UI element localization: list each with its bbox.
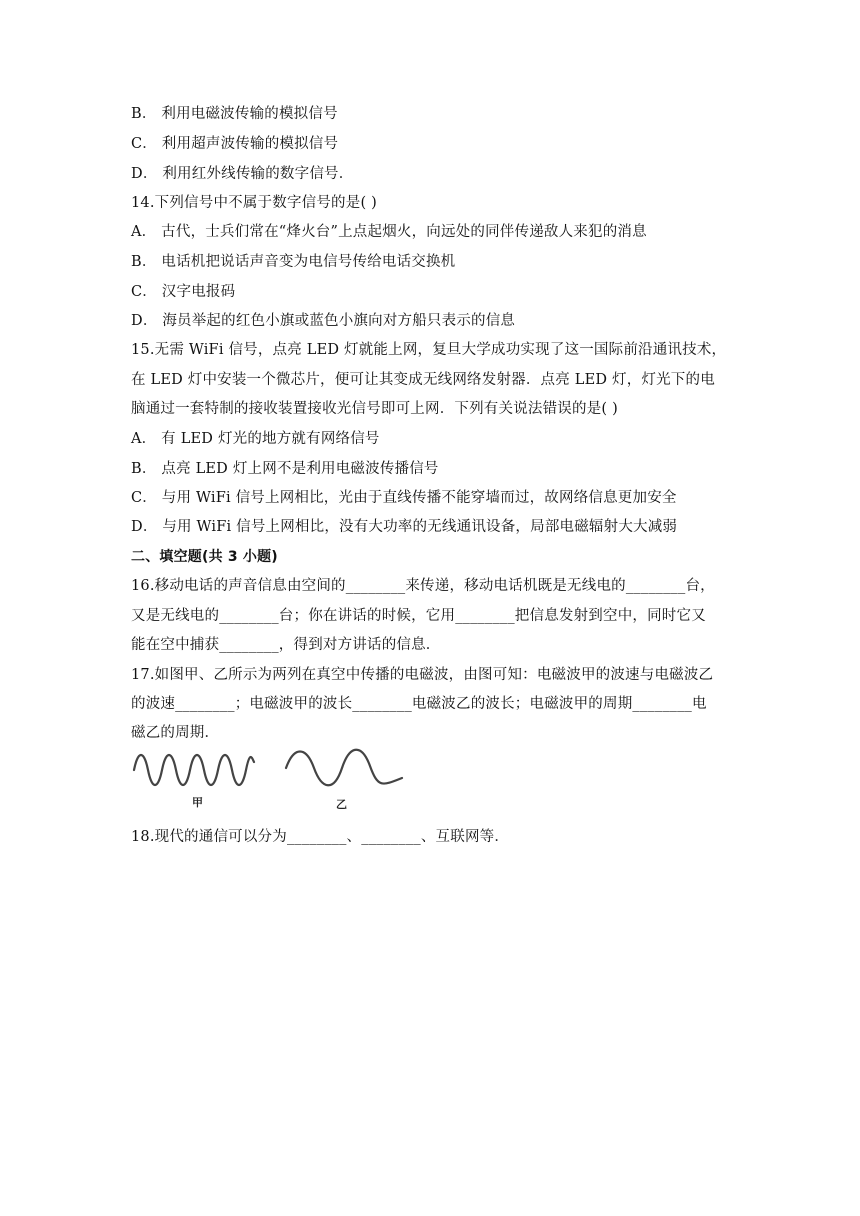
q13-option-d: D． 利用红外线传输的数字信号． [131, 166, 354, 182]
q16-line-2: 又是无线电的________台；你在讲话的时候，它用________把信息发射到空中，同时它又 [131, 608, 706, 624]
q15-option-d: D． 与用 WiFi 信号上网相比，没有大功率的无线通讯设备，局部电磁辐射大大减弱 [131, 519, 678, 535]
q14-option-b: B． 电话机把说话声音变为电信号传给电话交换机 [131, 254, 456, 270]
q14-option-d: D． 海员举起的红色小旗或蓝色小旗向对方船只表示的信息 [131, 313, 516, 329]
q17-line-2: 的波速________；电磁波甲的波长________电磁波乙的波长；电磁波甲的周期________电 [131, 696, 707, 712]
wave-label-jia: 甲 [192, 796, 203, 809]
q15-option-a: A． 有 LED 灯光的地方就有网络信号 [131, 431, 380, 447]
q16-line-3: 能在空中捕获________，得到对方讲话的信息． [131, 637, 441, 653]
q17-line-1: 17.如图甲、乙所示为两列在真空中传播的电磁波，由图可知：电磁波甲的波速与电磁波乙 [131, 667, 714, 683]
q15-stem-line-3: 脑通过一套特制的接收装置接收光信号即可上网．下列有关说法错误的是( ) [131, 401, 618, 417]
q14-stem: 14.下列信号中不属于数字信号的是( ) [131, 195, 377, 211]
q14-option-c: C． 汉字电报码 [131, 284, 236, 300]
wave-jia-curve [134, 755, 254, 785]
q17-line-3: 磁乙的周期． [131, 725, 220, 741]
q15-option-c: C． 与用 WiFi 信号上网相比，光由于直线传播不能穿墙而过，故网络信息更加安全 [131, 490, 677, 506]
q13-option-c: C． 利用超声波传输的模拟信号 [131, 136, 339, 152]
q15-stem-line-2: 在 LED 灯中安装一个微芯片，便可让其变成无线网络发射器．点亮 LED 灯，灯光下的电 [131, 372, 715, 388]
q15-stem-line-1: 15.无需 WiFi 信号，点亮 LED 灯就能上网，复旦大学成功实现了这一国际前沿通讯技术， [131, 342, 727, 358]
section-heading-fill-in: 二、填空题(共 3 小题) [131, 549, 278, 565]
wave-figure [130, 748, 420, 812]
q13-option-b: B． 利用电磁波传输的模拟信号 [131, 106, 338, 122]
q15-option-b: B． 点亮 LED 灯上网不是利用电磁波传播信号 [131, 461, 439, 477]
wave-label-yi: 乙 [336, 798, 347, 811]
q18-line-1: 18.现代的通信可以分为________、________、互联网等． [131, 829, 510, 845]
q16-line-1: 16.移动电话的声音信息由空间的________来传递，移动电话机既是无线电的________台， [131, 578, 715, 594]
q14-option-a: A． 古代，士兵们常在“烽火台”上点起烟火，向远处的同伴传递敌人来犯的消息 [131, 224, 647, 240]
wave-yi-curve [286, 750, 402, 786]
